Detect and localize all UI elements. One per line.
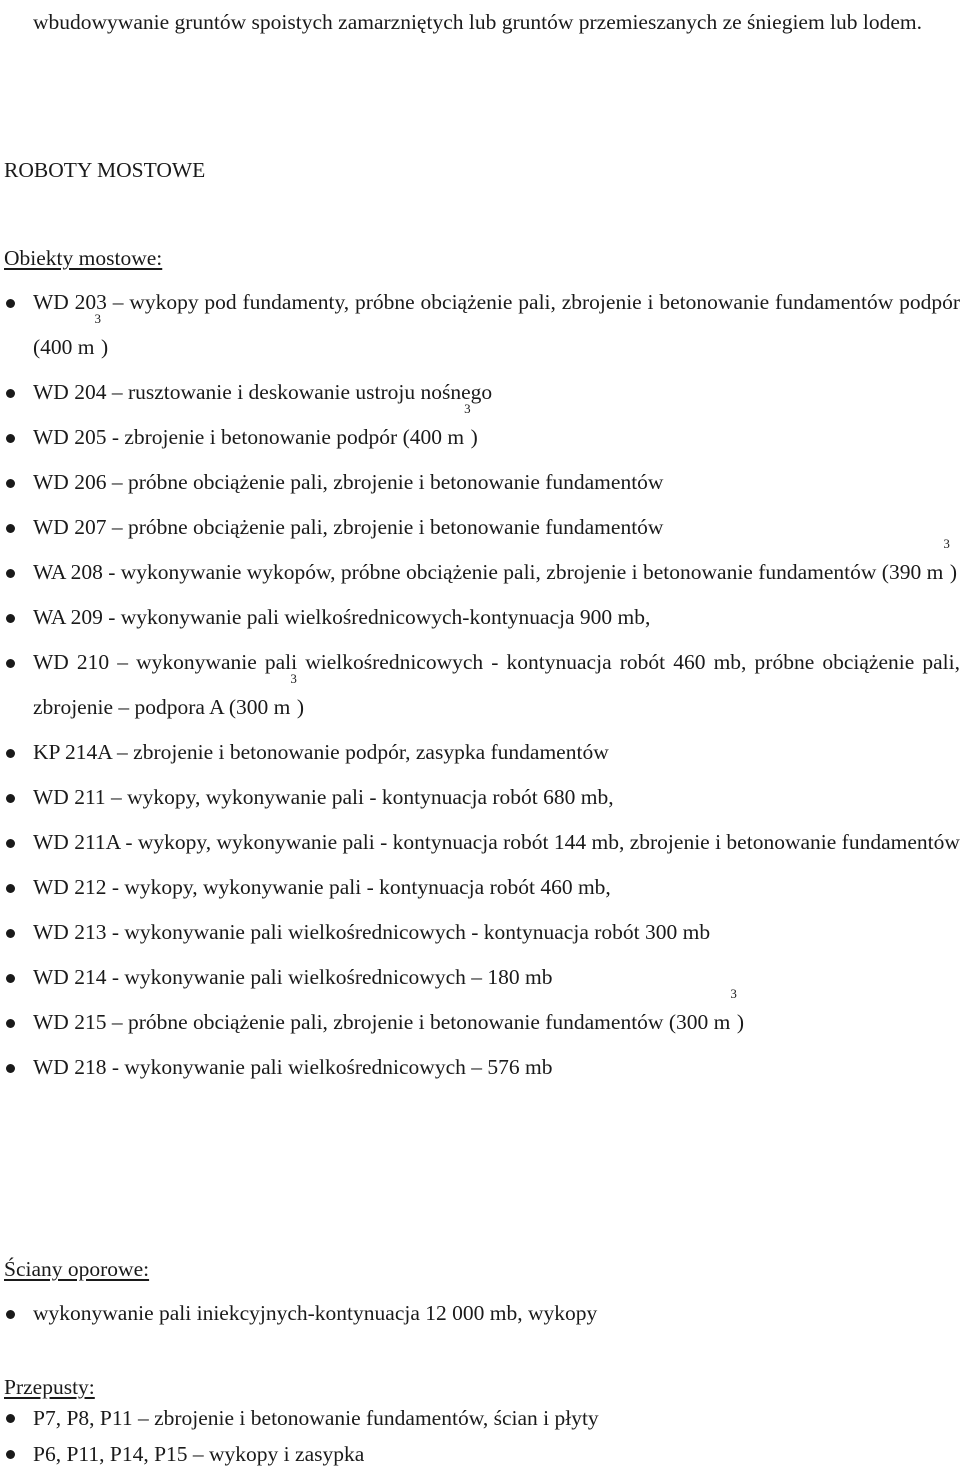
list-item: WD 213 - wykonywanie pali wielkośrednicowych - kontynuacja robót 300 mb (0, 910, 960, 955)
intro-paragraph: wbudowywanie gruntów spoistych zamarzniętych lub gruntów przemieszanych ze śniegiem lub lodem. (33, 10, 923, 34)
list-item: WA 209 - wykonywanie pali wielkośrednicowych-kontynuacja 900 mb, (0, 595, 960, 640)
list-item: WA 208 - wykonywanie wykopów, próbne obciążenie pali, zbrojenie i betonowanie fundamentów (390 $m^3$) (0, 550, 960, 595)
list-item: WD 211A - wykopy, wykonywanie pali - kontynuacja robót 144 mb, zbrojenie i betonowanie fundamentów (0, 820, 960, 865)
list-item: WD 215 – próbne obciążenie pali, zbrojenie i betonowanie fundamentów (300 $m^3$) (0, 1000, 960, 1045)
list-item: WD 203 – wykopy pod fundamenty, próbne obciążenie pali, zbrojenie i betonowanie fundamentów podpór (400 $m^3$) (0, 280, 960, 370)
list-item: WD 210 – wykonywanie pali wielkośrednicowych - kontynuacja robót 460 mb, próbne obciążenie pali, zbrojenie – podpora A (300 $m^3$) (0, 640, 960, 730)
retaining-walls-list (0, 1291, 960, 1336)
list-item: WD 204 – rusztowanie i deskowanie ustroju nośnego (0, 370, 960, 415)
list-item: WD 205 - zbrojenie i betonowanie podpór (400 $m^3$) (0, 415, 960, 460)
culverts-subheading: Przepusty: (4, 1375, 95, 1399)
culverts-list (0, 1400, 960, 1472)
list-item: wykonywanie pali iniekcyjnych-kontynuacja 12 000 mb, wykopy (0, 1291, 960, 1336)
list-item: WD 207 – próbne obciążenie pali, zbrojenie i betonowanie fundamentów (0, 505, 960, 550)
bridges-list (0, 280, 960, 1090)
list-item: WD 218 - wykonywanie pali wielkośrednicowych – 576 mb (0, 1045, 960, 1090)
bridges-subheading: Obiekty mostowe: (4, 246, 163, 270)
list-item: WD 211 – wykopy, wykonywanie pali - kontynuacja robót 680 mb, (0, 775, 960, 820)
retaining-walls-subheading: Ściany oporowe: (4, 1257, 150, 1281)
list-item: WD 212 - wykopy, wykonywanie pali - kontynuacja robót 460 mb, (0, 865, 960, 910)
list-item: P7, P8, P11 – zbrojenie i betonowanie fundamentów, ścian i płyty (0, 1400, 960, 1436)
section-heading: ROBOTY MOSTOWE (4, 158, 206, 182)
list-item: WD 214 - wykonywanie pali wielkośrednicowych – 180 mb (0, 955, 960, 1000)
list-item: P6, P11, P14, P15 – wykopy i zasypka (0, 1436, 960, 1472)
list-item: WD 206 – próbne obciążenie pali, zbrojenie i betonowanie fundamentów (0, 460, 960, 505)
list-item: KP 214A – zbrojenie i betonowanie podpór, zasypka fundamentów (0, 730, 960, 775)
